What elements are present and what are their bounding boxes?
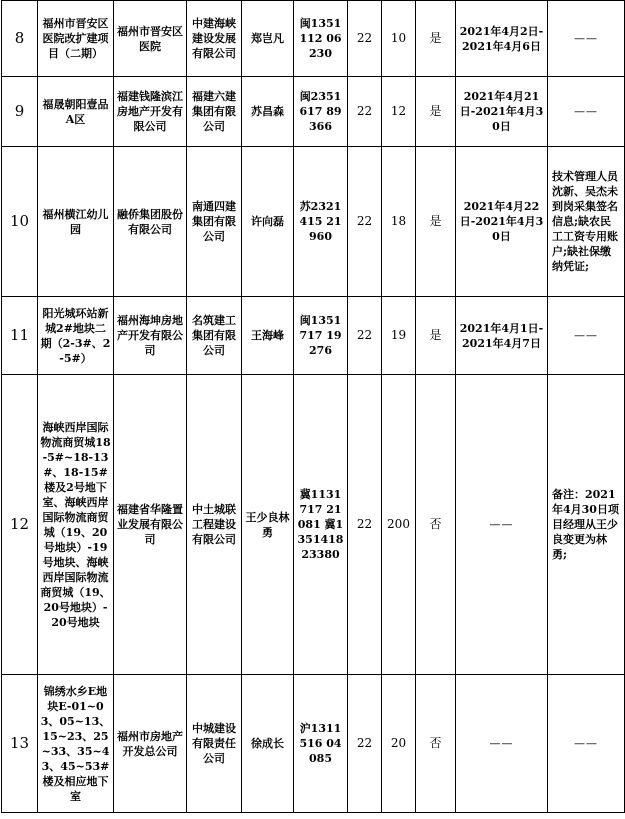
period: 2021年4月21日-2021年4月30日 [456,77,548,147]
flag: 是 [416,147,456,297]
flag: 否 [416,375,456,675]
period: —— [456,375,548,675]
project-name: 福晟朝阳壹品A区 [38,77,114,147]
project-manager: 徐成长 [242,675,294,813]
flag: 是 [416,1,456,77]
row-number: 10 [2,147,38,297]
owner-unit: 福州海坤房地产开发有限公司 [114,297,187,375]
contractor-unit: 名筑建工集团有限公司 [187,297,242,375]
project-name: 锦绣水乡E地块E-01~03、05~13、15~23、25~33、35~43、45~53#楼及相应地下室 [38,675,114,813]
project-manager: 王海峰 [242,297,294,375]
period: 2021年4月22日-2021年4月30日 [456,147,548,297]
certificate-number: 冀1131717 21081 冀1351418 23380 [294,375,348,675]
certificate-number: 闽1351717 19276 [294,297,348,375]
row-number: 8 [2,1,38,77]
note: —— [548,77,625,147]
value-a: 22 [348,297,382,375]
row-number: 9 [2,77,38,147]
project-manager: 王少良林勇 [242,375,294,675]
value-a: 22 [348,77,382,147]
certificate-number: 闽1351112 06230 [294,1,348,77]
project-manager: 苏昌森 [242,77,294,147]
note: —— [548,1,625,77]
table-row [2,77,625,147]
value-a: 22 [348,147,382,297]
contractor-unit: 中城建设有限责任公司 [187,675,242,813]
project-manager: 许向磊 [242,147,294,297]
contractor-unit: 中建海峡建设发展有限公司 [187,1,242,77]
contractor-unit: 福建六建集团有限公司 [187,77,242,147]
table-row [2,675,625,813]
value-a: 22 [348,375,382,675]
note: 技术管理人员沈新、吴杰未到岗采集签名信息;缺农民工工资专用账户;缺社保缴纳凭证; [548,147,625,297]
project-name: 福州横江幼儿园 [38,147,114,297]
value-a: 22 [348,675,382,813]
value-b: 200 [382,375,416,675]
value-a: 22 [348,1,382,77]
table-row [2,147,625,297]
note: —— [548,297,625,375]
owner-unit: 融侨集团股份有限公司 [114,147,187,297]
certificate-number: 闽2351617 89366 [294,77,348,147]
certificate-number: 苏2321415 21960 [294,147,348,297]
table-row [2,1,625,77]
owner-unit: 福州市晋安区医院 [114,1,187,77]
project-name: 海峡西岸国际物流商贸城18-5#~18-13#、18-15#楼及2号地下室、海峡西岸国际物流商贸城（19、20号地块）-19号地块、海峡西岸国际物流商贸城（19、20号地块）-20号地块 [38,375,114,675]
project-table [1,0,625,813]
row-number: 11 [2,297,38,375]
certificate-number: 沪1311516 04085 [294,675,348,813]
owner-unit: 福州市房地产开发总公司 [114,675,187,813]
project-manager: 郑岂凡 [242,1,294,77]
flag: 是 [416,77,456,147]
value-b: 12 [382,77,416,147]
project-name: 福州市晋安区医院改扩建项目（二期） [38,1,114,77]
contractor-unit: 南通四建集团有限公司 [187,147,242,297]
value-b: 20 [382,675,416,813]
period: 2021年4月1日-2021年4月7日 [456,297,548,375]
value-b: 10 [382,1,416,77]
table-row [2,375,625,675]
note: —— [548,675,625,813]
table-row [2,297,625,375]
owner-unit: 福建钱隆滨江房地产开发有限公司 [114,77,187,147]
note: 备注：2021年4月30日项目经理从王少良变更为林勇; [548,375,625,675]
period: —— [456,675,548,813]
flag: 是 [416,297,456,375]
period: 2021年4月2日-2021年4月6日 [456,1,548,77]
owner-unit: 福建省华隆置业发展有限公司 [114,375,187,675]
row-number: 12 [2,375,38,675]
value-b: 18 [382,147,416,297]
row-number: 13 [2,675,38,813]
contractor-unit: 中土城联工程建设有限公司 [187,375,242,675]
flag: 否 [416,675,456,813]
value-b: 19 [382,297,416,375]
project-name: 阳光城环站新城2#地块二期（2-3#、2-5#） [38,297,114,375]
